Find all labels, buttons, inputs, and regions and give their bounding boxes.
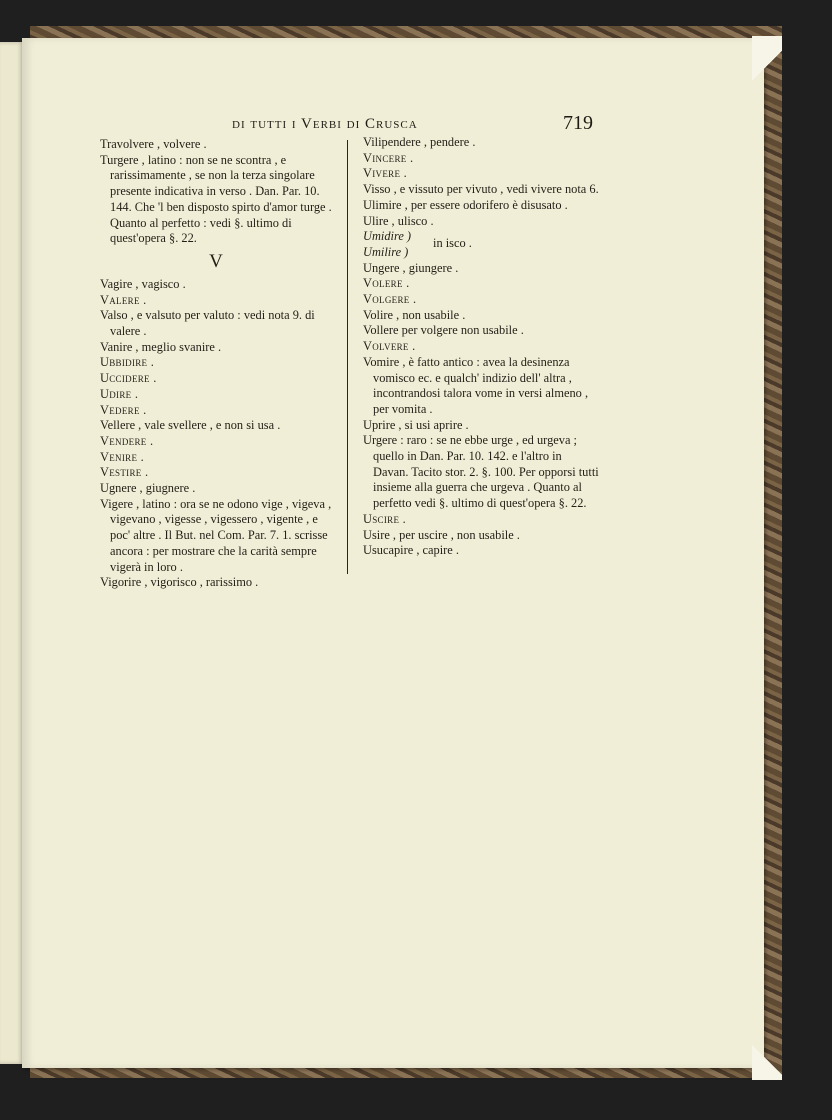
dictionary-entry: Ulimire , per essere odorifero è disusato .	[363, 197, 568, 212]
dictionary-entry: Vellere , vale svellere , e non si usa .	[100, 418, 281, 433]
dictionary-entry: Vomire , è fatto antico : avea la desinenza vomisco ec. e qualch' indizio dell' altra , incontrandosi talora vome in versi almeno , per vomita .	[363, 354, 589, 416]
page-number: 719	[563, 112, 593, 134]
dictionary-entry: Vagire , vagisco .	[100, 276, 186, 291]
dictionary-entry: Uccidere .	[100, 371, 157, 386]
dictionary-entry: Vestire .	[100, 465, 149, 480]
dictionary-entry: Volgere .	[363, 292, 417, 307]
dictionary-entry: Vincere .	[363, 150, 414, 165]
dictionary-entry: Valso , e valsuto per valuto : vedi nota 9. di valere .	[100, 308, 315, 339]
page-corner-top	[752, 36, 782, 96]
dictionary-entry: Umilire )	[363, 244, 409, 259]
dictionary-entry: Vollere per volgere non usabile .	[363, 323, 524, 338]
dictionary-entry: Vivere .	[363, 166, 408, 181]
dictionary-entry: Volere .	[363, 276, 410, 291]
dictionary-entry: Ugnere , giugnere .	[100, 481, 196, 496]
section-letter: V	[209, 250, 223, 272]
left-column	[100, 137, 332, 591]
dictionary-entry: Vigorire , vigorisco , rarissimo .	[100, 575, 259, 590]
dictionary-entry: Volire , non usabile .	[363, 307, 466, 322]
dictionary-entry: Turgere , latino : non se ne scontra , e rarissimamente , se non la terza singolare presente indicativa in verso . Dan. Par. 10. 144. Che 'l ben disposto spirto d'amor turge . Quanto al perfetto : vedi §. ultimo di quest'opera §. 22.	[100, 152, 332, 246]
dictionary-entry: Vanire , meglio svanire .	[100, 339, 222, 354]
dictionary-entry: Volvere .	[363, 339, 416, 354]
dictionary-entry: Usucapire , capire .	[363, 543, 459, 558]
dictionary-entry: Vedere .	[100, 402, 147, 417]
page-corner-bottom	[752, 1040, 782, 1080]
dictionary-entry: Vendere .	[100, 433, 154, 448]
dictionary-entry: Ulire , ulisco .	[363, 213, 434, 228]
dictionary-entry: Travolvere , volvere .	[100, 137, 207, 151]
dictionary-entry: Venire .	[100, 449, 145, 464]
dictionary-entry: Vigere , latino : ora se ne odono vige , vigeva , vigevano , vigesse , vigessero , vigente , e poc' altre . Il But. nel Com. Par. 7. 1. scrisse ancora : per mostrare che la carità sempre vigerà in loro .	[100, 496, 332, 574]
dictionary-entry: Visso , e vissuto per vivuto , vedi vivere nota 6.	[363, 182, 599, 197]
grouped-entries	[363, 229, 599, 260]
column-divider	[347, 140, 348, 574]
dictionary-entry: Urgere : raro : se ne ebbe urge , ed urgeva ; quello in Dan. Par. 10. 142. e l'altro in Davan. Tacito stor. 2. §. 100. Per opporsi tutti insieme alla guerra che urgeva . Quanto al perfetto vedi §. ultimo di quest'opera §. 22.	[363, 433, 599, 511]
group-note: in isco .	[433, 236, 472, 251]
dictionary-entry: Ungere , giungere .	[363, 260, 459, 275]
dictionary-entry: Valere .	[100, 292, 147, 307]
running-header: di tutti i Verbi di Crusca	[232, 116, 418, 132]
right-column	[363, 135, 599, 559]
dictionary-entry: Uprire , si usi aprire .	[363, 417, 469, 432]
dictionary-entry: Usire , per uscire , non usabile .	[363, 527, 520, 542]
left-page-edge	[0, 42, 24, 1064]
dictionary-entry: Umidire )	[363, 229, 412, 244]
dictionary-entry: Uscire .	[363, 511, 407, 526]
dictionary-entry: Ubbidire .	[100, 355, 155, 370]
dictionary-entry: Vilipendere , pendere .	[363, 135, 476, 149]
dictionary-entry: Udire .	[100, 386, 139, 401]
